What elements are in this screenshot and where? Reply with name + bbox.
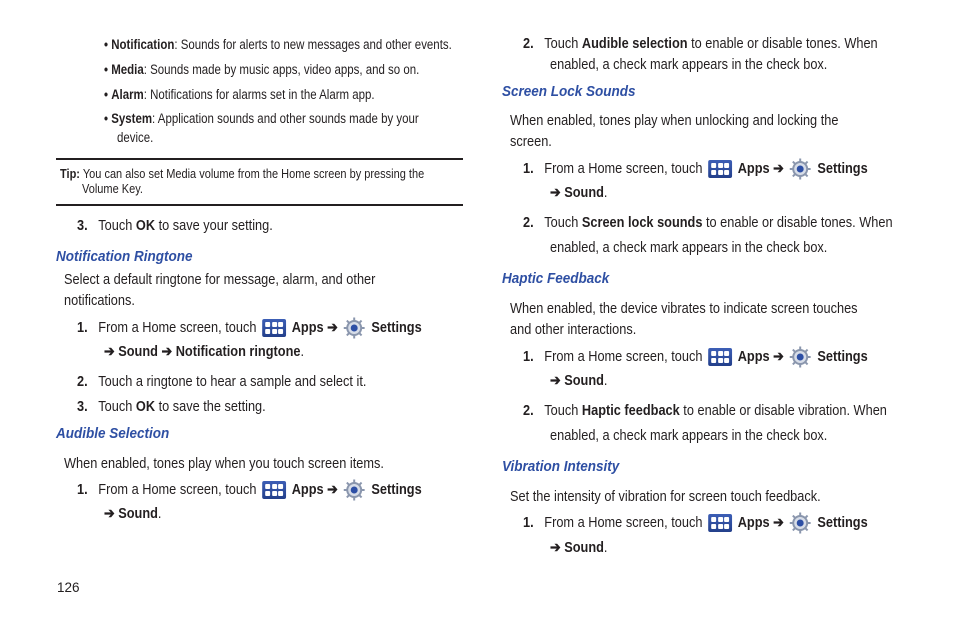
heading-screen-lock-sounds: Screen Lock Sounds xyxy=(502,83,636,100)
haptic-intro-1: When enabled, the device vibrates to indicate screen touches xyxy=(510,301,858,317)
screen-lock-intro-2: screen. xyxy=(510,134,552,150)
audible-step-2-cont: enabled, a check mark appears in the check box. xyxy=(550,57,828,73)
hf-step-1-path: ➔ Sound. xyxy=(550,373,608,389)
nr-step-1-path: ➔ Sound ➔ Notification ringtone. xyxy=(104,344,305,360)
settings-gear-icon xyxy=(790,512,812,534)
settings-gear-icon xyxy=(344,317,366,339)
apps-grid-icon xyxy=(708,160,732,178)
heading-notification-ringtone: Notification Ringtone xyxy=(56,248,193,265)
tip-line-1: Tip: You can also set Media volume from the Home screen by pressing the xyxy=(60,167,425,181)
apps-grid-icon xyxy=(262,319,286,337)
vi-step-1: 1. From a Home screen, touch Apps ➔ Settings xyxy=(523,512,868,534)
nr-step-3: 3. Touch OK to save the setting. xyxy=(77,399,266,415)
tip-line-2: Volume Key. xyxy=(82,182,143,196)
step-save-setting: 3. Touch OK to save your setting. xyxy=(77,218,273,234)
notification-ringtone-intro-2: notifications. xyxy=(64,293,135,309)
notification-ringtone-intro-1: Select a default ringtone for message, alarm, and other xyxy=(64,272,376,288)
hf-step-2-cont: enabled, a check mark appears in the check box. xyxy=(550,428,828,444)
heading-vibration-intensity: Vibration Intensity xyxy=(502,458,620,475)
heading-haptic-feedback: Haptic Feedback xyxy=(502,270,610,287)
sl-step-2-cont: enabled, a check mark appears in the check box. xyxy=(550,240,828,256)
sl-step-1-path: ➔ Sound. xyxy=(550,185,608,201)
bullet-alarm: • Alarm: Notifications for alarms set in the Alarm app. xyxy=(104,87,375,102)
hf-step-1: 1. From a Home screen, touch Apps ➔ Settings xyxy=(523,346,868,368)
as-step-1-path: ➔ Sound. xyxy=(104,506,162,522)
tip-rule-bottom xyxy=(56,204,463,206)
sl-step-2: 2. Touch Screen lock sounds to enable or disable tones. When xyxy=(523,215,893,231)
apps-grid-icon xyxy=(708,514,732,532)
as-step-1: 1. From a Home screen, touch Apps ➔ Settings xyxy=(77,479,422,501)
settings-gear-icon xyxy=(790,346,812,368)
tip-rule-top xyxy=(56,158,463,160)
audible-selection-intro: When enabled, tones play when you touch screen items. xyxy=(64,456,384,472)
nr-step-1: 1. From a Home screen, touch Apps ➔ Settings xyxy=(77,317,422,339)
screen-lock-intro-1: When enabled, tones play when unlocking and locking the xyxy=(510,113,839,129)
sl-step-1: 1. From a Home screen, touch Apps ➔ Settings xyxy=(523,158,868,180)
bullet-notification: • Notification: Sounds for alerts to new messages and other events. xyxy=(104,37,452,52)
vi-step-1-path: ➔ Sound. xyxy=(550,540,608,556)
settings-gear-icon xyxy=(344,479,366,501)
bullet-media: • Media: Sounds made by music apps, video apps, and so on. xyxy=(104,62,420,77)
page-number: 126 xyxy=(57,580,80,595)
heading-audible-selection: Audible Selection xyxy=(56,425,170,442)
hf-step-2: 2. Touch Haptic feedback to enable or disable vibration. When xyxy=(523,403,887,419)
vibration-intro: Set the intensity of vibration for screen touch feedback. xyxy=(510,489,821,505)
haptic-intro-2: and other interactions. xyxy=(510,322,637,338)
nr-step-2: 2. Touch a ringtone to hear a sample and select it. xyxy=(77,374,367,390)
bullet-system-cont: device. xyxy=(117,130,154,145)
apps-grid-icon xyxy=(262,481,286,499)
apps-grid-icon xyxy=(708,348,732,366)
audible-step-2: 2. Touch Audible selection to enable or disable tones. When xyxy=(523,36,878,52)
settings-gear-icon xyxy=(790,158,812,180)
bullet-system: • System: Application sounds and other sounds made by your xyxy=(104,111,419,126)
